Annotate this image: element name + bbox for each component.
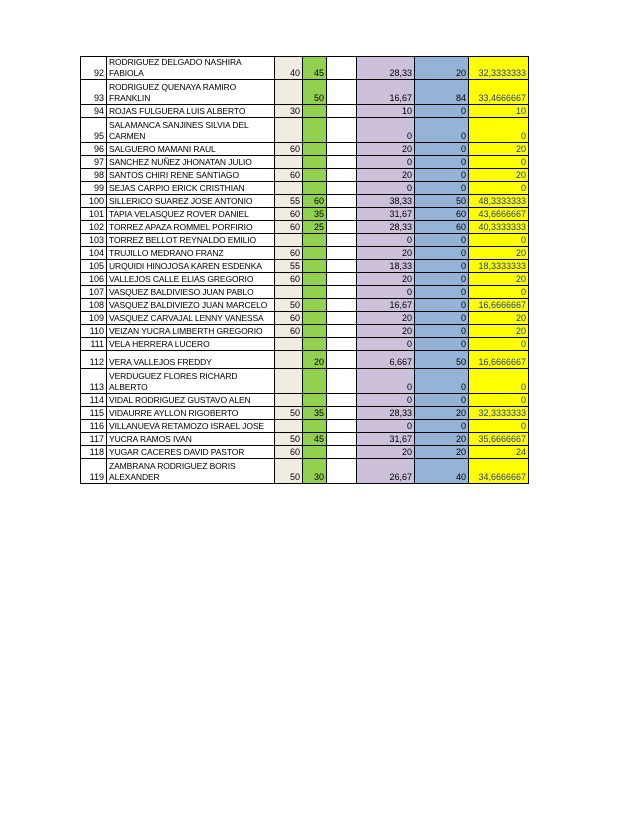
score-e-cell: 0 [415,369,469,394]
score-a-cell: 50 [275,407,303,420]
score-a-cell: 50 [275,459,303,484]
total-cell: 16,6666667 [469,351,529,369]
score-b-cell [303,273,327,286]
score-e-cell: 0 [415,169,469,182]
score-b-cell [303,143,327,156]
score-e-cell: 60 [415,221,469,234]
score-a-cell [275,394,303,407]
score-c-cell [327,234,357,247]
table-row [81,273,529,286]
score-a-cell: 60 [275,312,303,325]
score-d-cell: 0 [357,286,415,299]
student-name-cell: SALGUERO MAMANI RAUL [107,143,275,156]
score-a-cell [275,118,303,143]
student-name-cell: VASQUEZ BALDIVIEZO JUAN MARCELO [107,299,275,312]
total-cell: 16,6666667 [469,299,529,312]
score-d-cell: 0 [357,420,415,433]
score-a-cell: 50 [275,299,303,312]
score-b-cell [303,156,327,169]
table-row [81,394,529,407]
score-c-cell [327,312,357,325]
score-e-cell: 84 [415,80,469,105]
score-b-cell [303,369,327,394]
score-d-cell: 16,67 [357,299,415,312]
table-row [81,407,529,420]
row-number-cell: 105 [81,260,107,273]
student-name-cell: VERA VALLEJOS FREDDY [107,351,275,369]
row-number-cell: 99 [81,182,107,195]
row-number-cell: 93 [81,80,107,105]
row-number-cell: 113 [81,369,107,394]
row-number-cell: 95 [81,118,107,143]
score-d-cell: 28,33 [357,407,415,420]
score-b-cell [303,182,327,195]
student-name-cell: ZAMBRANA RODRIGUEZ BORIS ALEXANDER [107,459,275,484]
total-cell: 35,6666667 [469,433,529,446]
score-a-cell [275,351,303,369]
score-b-cell: 35 [303,208,327,221]
score-c-cell [327,221,357,234]
student-name-cell: RODRIGUEZ QUENAYA RAMIRO FRANKLIN [107,80,275,105]
score-e-cell: 0 [415,338,469,351]
table-row [81,169,529,182]
table-row [81,420,529,433]
table-row [81,286,529,299]
table-row [81,299,529,312]
table-row [81,338,529,351]
score-b-cell [303,234,327,247]
table-row [81,247,529,260]
student-name-cell: YUGAR CACERES DAVID PASTOR [107,446,275,459]
score-d-cell: 38,33 [357,195,415,208]
score-c-cell [327,260,357,273]
row-number-cell: 111 [81,338,107,351]
score-e-cell: 40 [415,459,469,484]
row-number-cell: 94 [81,105,107,118]
total-cell: 0 [469,369,529,394]
total-cell: 20 [469,169,529,182]
student-name-cell: URQUIDI HINOJOSA KAREN ESDENKA [107,260,275,273]
score-d-cell: 0 [357,234,415,247]
table-row [81,195,529,208]
score-d-cell: 31,67 [357,208,415,221]
student-name-cell: VEIZAN YUCRA LIMBERTH GREGORIO [107,325,275,338]
table-row [81,325,529,338]
score-c-cell [327,433,357,446]
row-number-cell: 96 [81,143,107,156]
total-cell: 0 [469,156,529,169]
score-d-cell: 18,33 [357,260,415,273]
score-d-cell: 28,33 [357,57,415,80]
total-cell: 20 [469,247,529,260]
score-b-cell: 25 [303,221,327,234]
student-name-cell: SILLERICO SUAREZ JOSE ANTONIO [107,195,275,208]
score-d-cell: 20 [357,247,415,260]
row-number-cell: 107 [81,286,107,299]
score-d-cell: 20 [357,312,415,325]
score-c-cell [327,286,357,299]
total-cell: 0 [469,338,529,351]
score-e-cell: 0 [415,394,469,407]
grades-table [80,56,529,484]
score-e-cell: 60 [415,208,469,221]
score-e-cell: 0 [415,273,469,286]
score-b-cell [303,286,327,299]
score-b-cell [303,394,327,407]
score-a-cell: 60 [275,221,303,234]
score-b-cell [303,169,327,182]
score-a-cell: 60 [275,208,303,221]
row-number-cell: 108 [81,299,107,312]
score-c-cell [327,118,357,143]
score-d-cell: 20 [357,273,415,286]
student-name-cell: VILLANUEVA RETAMOZO ISRAEL JOSE [107,420,275,433]
score-e-cell: 0 [415,260,469,273]
score-e-cell: 20 [415,433,469,446]
score-b-cell [303,325,327,338]
score-c-cell [327,351,357,369]
score-a-cell: 50 [275,433,303,446]
score-c-cell [327,57,357,80]
table-row [81,156,529,169]
student-name-cell: SANTOS CHIRI RENE SANTIAGO [107,169,275,182]
score-d-cell: 0 [357,338,415,351]
score-c-cell [327,325,357,338]
score-c-cell [327,182,357,195]
student-name-cell: VALLEJOS CALLE ELIAS GREGORIO [107,273,275,286]
table-row [81,182,529,195]
score-c-cell [327,338,357,351]
score-e-cell: 0 [415,118,469,143]
table-row [81,260,529,273]
table-row [81,446,529,459]
score-b-cell: 35 [303,407,327,420]
score-d-cell: 0 [357,182,415,195]
row-number-cell: 102 [81,221,107,234]
row-number-cell: 119 [81,459,107,484]
row-number-cell: 103 [81,234,107,247]
score-a-cell: 60 [275,143,303,156]
score-d-cell: 0 [357,394,415,407]
score-e-cell: 0 [415,234,469,247]
score-a-cell [275,80,303,105]
table-row [81,369,529,394]
score-e-cell: 50 [415,351,469,369]
total-cell: 32,3333333 [469,407,529,420]
row-number-cell: 100 [81,195,107,208]
student-name-cell: TORREZ APAZA ROMMEL PORFIRIO [107,221,275,234]
total-cell: 40,3333333 [469,221,529,234]
total-cell: 20 [469,143,529,156]
table-row [81,118,529,143]
score-b-cell: 30 [303,459,327,484]
row-number-cell: 98 [81,169,107,182]
score-b-cell [303,299,327,312]
score-c-cell [327,299,357,312]
score-d-cell: 16,67 [357,80,415,105]
score-b-cell: 50 [303,80,327,105]
row-number-cell: 116 [81,420,107,433]
score-a-cell [275,286,303,299]
table-row [81,312,529,325]
score-a-cell: 60 [275,169,303,182]
score-a-cell: 60 [275,325,303,338]
total-cell: 33,4666667 [469,80,529,105]
score-a-cell: 60 [275,247,303,260]
score-d-cell: 20 [357,325,415,338]
score-d-cell: 0 [357,369,415,394]
student-name-cell: SANCHEZ NUÑEZ JHONATAN JULIO [107,156,275,169]
row-number-cell: 117 [81,433,107,446]
row-number-cell: 114 [81,394,107,407]
total-cell: 20 [469,325,529,338]
table-row [81,234,529,247]
total-cell: 34,6666667 [469,459,529,484]
score-d-cell: 20 [357,143,415,156]
score-a-cell: 60 [275,446,303,459]
total-cell: 18,3333333 [469,260,529,273]
score-c-cell [327,407,357,420]
score-d-cell: 10 [357,105,415,118]
student-name-cell: TRUJILLO MEDRANO FRANZ [107,247,275,260]
score-b-cell: 45 [303,57,327,80]
row-number-cell: 110 [81,325,107,338]
total-cell: 48,3333333 [469,195,529,208]
student-name-cell: TORREZ BELLOT REYNALDO EMILIO [107,234,275,247]
score-b-cell [303,338,327,351]
score-c-cell [327,195,357,208]
score-a-cell [275,182,303,195]
score-c-cell [327,446,357,459]
total-cell: 10 [469,105,529,118]
total-cell: 0 [469,420,529,433]
table-row [81,459,529,484]
score-e-cell: 0 [415,325,469,338]
table-row [81,57,529,80]
score-e-cell: 20 [415,446,469,459]
score-c-cell [327,156,357,169]
score-c-cell [327,420,357,433]
score-d-cell: 20 [357,169,415,182]
student-name-cell: RODRIGUEZ DELGADO NASHIRA FABIOLA [107,57,275,80]
row-number-cell: 104 [81,247,107,260]
row-number-cell: 115 [81,407,107,420]
score-e-cell: 0 [415,286,469,299]
score-a-cell [275,338,303,351]
score-a-cell: 60 [275,273,303,286]
score-e-cell: 0 [415,105,469,118]
score-c-cell [327,247,357,260]
score-b-cell: 60 [303,195,327,208]
score-d-cell: 31,67 [357,433,415,446]
score-a-cell [275,420,303,433]
student-name-cell: VELA HERRERA LUCERO [107,338,275,351]
score-e-cell: 0 [415,247,469,260]
student-name-cell: SALAMANCA SANJINES SILVIA DEL CARMEN [107,118,275,143]
score-b-cell [303,118,327,143]
table-row [81,433,529,446]
score-a-cell [275,234,303,247]
student-name-cell: TAPIA VELASQUEZ ROVER DANIEL [107,208,275,221]
score-e-cell: 0 [415,143,469,156]
score-d-cell: 20 [357,446,415,459]
score-c-cell [327,208,357,221]
student-name-cell: VIDAL RODRIGUEZ GUSTAVO ALEN [107,394,275,407]
total-cell: 43,6666667 [469,208,529,221]
row-number-cell: 101 [81,208,107,221]
row-number-cell: 97 [81,156,107,169]
table-row [81,143,529,156]
total-cell: 0 [469,394,529,407]
table-row [81,208,529,221]
table-row [81,80,529,105]
table-body [81,57,529,484]
score-a-cell: 55 [275,195,303,208]
score-c-cell [327,369,357,394]
score-e-cell: 0 [415,299,469,312]
score-a-cell [275,156,303,169]
score-c-cell [327,169,357,182]
score-c-cell [327,273,357,286]
student-name-cell: VASQUEZ BALDIVIESO JUAN PABLO [107,286,275,299]
student-name-cell: VASQUEZ CARVAJAL LENNY VANESSA [107,312,275,325]
score-b-cell [303,420,327,433]
row-number-cell: 92 [81,57,107,80]
score-b-cell [303,247,327,260]
score-d-cell: 28,33 [357,221,415,234]
score-b-cell: 20 [303,351,327,369]
score-b-cell [303,260,327,273]
student-name-cell: SEJAS CARPIO ERICK CRISTHIAN [107,182,275,195]
score-e-cell: 0 [415,312,469,325]
score-a-cell: 30 [275,105,303,118]
total-cell: 0 [469,182,529,195]
score-e-cell: 20 [415,407,469,420]
score-a-cell: 40 [275,57,303,80]
row-number-cell: 118 [81,446,107,459]
student-name-cell: YUCRA RAMOS IVAN [107,433,275,446]
table-row [81,351,529,369]
row-number-cell: 109 [81,312,107,325]
score-c-cell [327,394,357,407]
total-cell: 0 [469,118,529,143]
score-b-cell: 45 [303,433,327,446]
total-cell: 20 [469,273,529,286]
score-a-cell [275,369,303,394]
score-d-cell: 6,667 [357,351,415,369]
table-row [81,105,529,118]
student-name-cell: ROJAS FULGUERA LUIS ALBERTO [107,105,275,118]
table-row [81,221,529,234]
score-d-cell: 0 [357,156,415,169]
score-b-cell [303,312,327,325]
score-d-cell: 0 [357,118,415,143]
score-e-cell: 20 [415,57,469,80]
row-number-cell: 112 [81,351,107,369]
score-b-cell [303,105,327,118]
score-e-cell: 50 [415,195,469,208]
student-name-cell: VIDAURRE AYLLON RIGOBERTO [107,407,275,420]
score-e-cell: 0 [415,156,469,169]
student-name-cell: VERDUGUEZ FLORES RICHARD ALBERTO [107,369,275,394]
score-c-cell [327,143,357,156]
score-d-cell: 26,67 [357,459,415,484]
total-cell: 24 [469,446,529,459]
score-e-cell: 0 [415,182,469,195]
score-e-cell: 0 [415,420,469,433]
score-b-cell [303,446,327,459]
total-cell: 20 [469,312,529,325]
row-number-cell: 106 [81,273,107,286]
total-cell: 0 [469,286,529,299]
score-c-cell [327,459,357,484]
total-cell: 32,3333333 [469,57,529,80]
total-cell: 0 [469,234,529,247]
score-c-cell [327,105,357,118]
score-a-cell: 55 [275,260,303,273]
score-c-cell [327,80,357,105]
